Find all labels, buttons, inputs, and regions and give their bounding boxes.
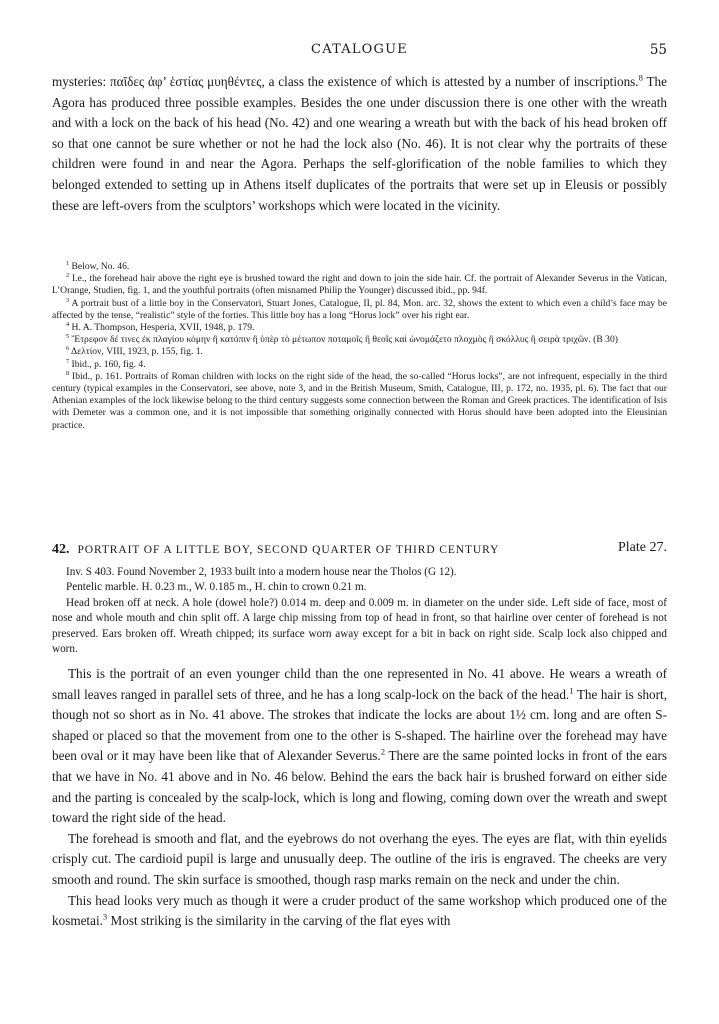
intro-paragraph xyxy=(52,72,667,216)
plate-reference: Plate 27. xyxy=(618,540,667,555)
footnote-8: $^8$ Ibid., p. 161. Portraits of Roman children with locks on the right side of the head, the so-called “Horus locks”, are not infrequent, especially in the third century (typical examples in the Conservatori, see above, note 3, and in the British Museum, Smith, Catalogue, III, p. 172, no. 1935, pl. 6). The fact that our Athenian examples of the lock likewise belong to the third century suggests some connection between the Roman and Greek practices. The identification of Isis with Demeter was a common one, and it is not impossible that something originally connected with Horus should have been adopted into the Eleusinian practice. xyxy=(52,369,667,431)
main-paragraph-2: The forehead is smooth and flat, and the eyebrows do not overhang the eyes. The eyes are flat, with thin eyelids crisply cut. The cardioid pupil is large and unusually deep. The outline of the iris is engraved. The cheeks are very smooth and round. The skin surface is smoothed, though rasp marks remain on the neck and under the chin. xyxy=(52,830,667,887)
entry-description xyxy=(52,565,667,657)
running-title: CATALOGUE xyxy=(311,42,408,57)
footnote-4: $^4$ H. A. Thompson, Hesperia, XVII, 1948, p. 179. xyxy=(66,320,255,334)
condition-line: Head broken off at neck. A hole (dowel hole?) 0.014 m. deep and 0.009 m. in diameter on the under side. Left side of face, most of nose and whole mouth and chin split off. A large chip missing from top of head in front, so that hairline over center of forehead is not preserved. Ears broken off. Wreath chipped; its surface worn away except for a bit in back on right side. Scalp lock also chipped and worn. xyxy=(52,596,667,656)
main-paragraph-1: This is the portrait of an even younger child than the one represented in No. 41 above. He wears a wreath of small leaves ranged in parallel sets of three, and he has a long scalp-lock on the back of the head.$^1$ The hair is short, though not so short as in No. 41 above. The strokes that indicate the locks are about 1½ cm. long and are often S-shaped or placed so that the movement from one to the other is S-shaped. The hairline over the forehead may have been oval or it may have been like that of Alexander Severus.$^2$ There are the same pointed locks in front of the ears that we have in No. 41 above and in No. 46 below. Behind the ears the back hair is brushed forward on either side and the parting is concealed by the scalp-lock, which is long and flowing, coming down over the wreath and swept toward the right side of the head. xyxy=(52,666,667,826)
footnote-1: $^1$ Below, No. 46. xyxy=(66,259,130,272)
running-header xyxy=(52,42,667,62)
material-line: Pentelic marble. H. 0.23 m., W. 0.185 m., H. chin to crown 0.21 m. xyxy=(66,581,367,594)
intro-text: mysteries: παῖδες ἀφ’ ἑστίας μυηθέντες, a class the existence of which is attested by a number of inscriptions. xyxy=(52,74,639,89)
entry-heading xyxy=(52,540,667,560)
entry-title: PORTRAIT OF A LITTLE BOY, SECOND QUARTER OF THIRD CENTURY xyxy=(77,544,500,556)
footnote-2: $^2$ I.e., the forehead hair above the right eye is brushed toward the right and down to join the side hair. Cf. the portrait of Alexander Severus in the Vatican, L’Orange, Studien, fig. 1, and the youthful portraits (often misnamed Philip the Younger) discussed ibid., pp. 94f. xyxy=(52,272,667,297)
inventory-line: Inv. S 403. Found November 2, 1933 built into a modern house near the Tholos (G 12). xyxy=(66,566,457,578)
footnote-5: $^5$ Ἔτρεφον δέ τινες ἐκ πλαγίου κόμην ἢ κατόπιν ἢ ὑπὲρ τὸ μέτωπον ποταμοῖς ἢ θεοῖς καὶ ὠνομάζετο πλοχμὸς ἢ σκόλλυς ἢ σειρὰ τριχῶν. (B 30) xyxy=(66,333,618,346)
footnote-3: $^3$ A portrait bust of a little boy in the Conservatori, Stuart Jones, Catalogue, II, pl. 84, Mon. arc. 32, shows the extent to which even a child’s face may be affected by the tense, “realistic” style of the forties. This little boy has a long “Horus lock” over his right ear. xyxy=(52,296,667,321)
footnotes xyxy=(52,261,667,432)
footnote-7: $^7$ Ibid., p. 160, fig. 4. xyxy=(66,357,146,370)
page-number: 55 xyxy=(649,42,667,58)
footnote-6: $^6$ Δελτίον, VIII, 1923, p. 155, fig. 1. xyxy=(66,345,203,358)
footnote-ref-8: 8 xyxy=(638,72,643,83)
main-text xyxy=(52,664,667,932)
intro-text-cont: The Agora has produced three possible examples. Besides the one under discussion there is one other with the wreath and with a lock on the back of his head (No. 42) and one wearing a wreath but with the back of his head broken off so that one cannot be sure whether or not he had the lock also (No. 46). It is not clear why the portraits of these children were found in and near the Agora. Perhaps the self-glorification of the noble families to which they belonged extended to setting up in Athens itself duplicates of the portraits that were set up in Eleusis or possibly these are left-overs from the sculptors’ workshops which were located in the vicinity. xyxy=(52,74,667,213)
main-paragraph-3: This head looks very much as though it were a cruder product of the same workshop which produced one of the kosmetai.$^3$ Most striking is the similarity in the carving of the flat eyes with xyxy=(52,892,667,929)
entry-number: 42. xyxy=(52,542,70,557)
